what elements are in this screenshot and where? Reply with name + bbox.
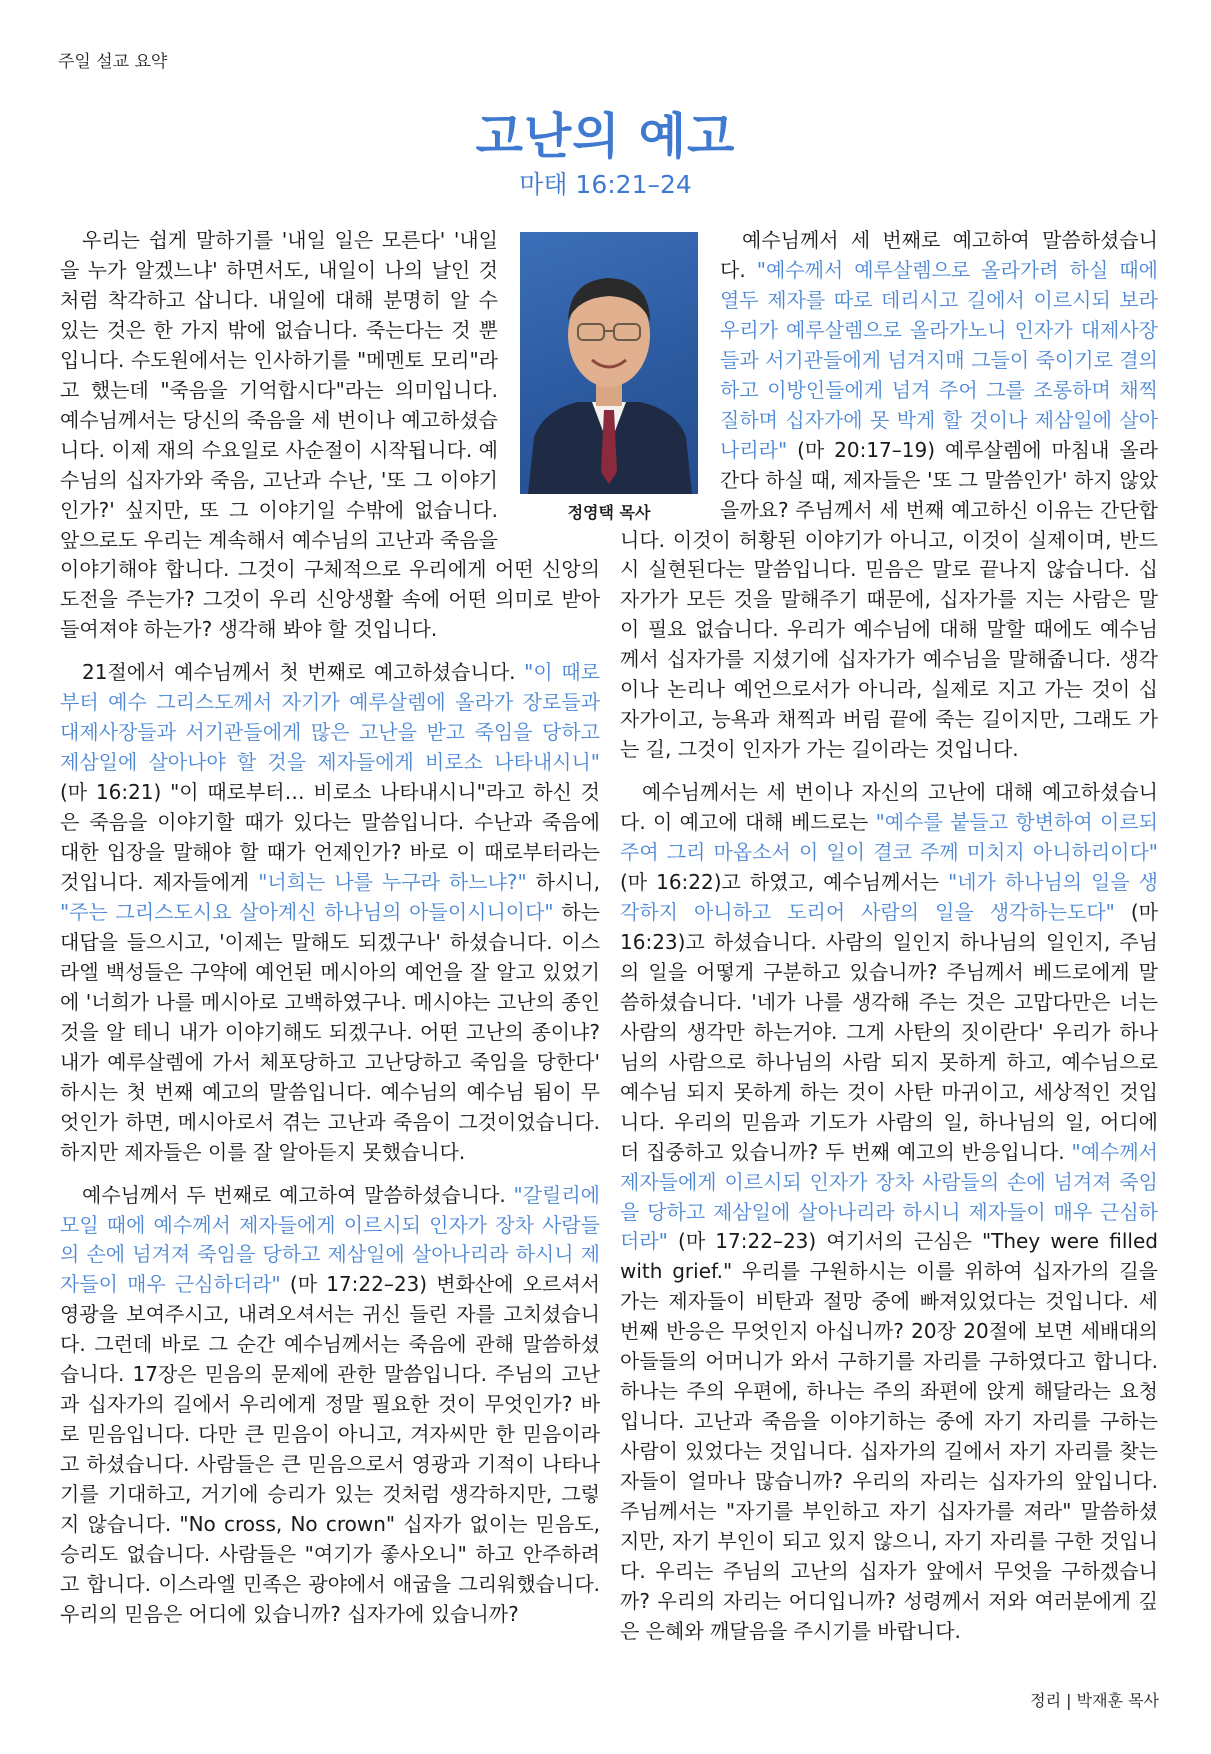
left-column <box>60 226 600 1643</box>
left-paragraph-3: 예수님께서 두 번째로 예고하여 말씀하셨습니다. "갈릴리에 모일 때에 예수께서 제자들에게 이르시되 인자가 장차 사람들의 손에 넘겨져 죽임을 당하고 제삼일에 살아나리라 하시니 제자들이 매우 근심하더라" (마 17:22–23) 변화산에 오르셔서 영광을 보여주시고, 내려오셔서는 귀신 들린 자를 고치셨습니다. 그런데 바로 그 순간 예수님께서는 죽음에 관해 말씀하셨습니다. 17장은 믿음의 문제에 관한 말씀입니다. 주님의 고난과 십자가의 길에서 우리에게 정말 필요한 것이 무엇인가? 바로 믿음입니다. 다만 큰 믿음이 아니고, 겨자씨만 한 믿음이라고 하셨습니다. 사람들은 큰 믿음으로서 영광과 기적이 나타나기를 기대하고, 거기에 승리가 있는 것처럼 생각하지만, 그렇지 않습니다. "No cross, No crown" 십자가 없이는 믿음도, 승리도 없습니다. 사람들은 "여기가 좋사오니" 하고 안주하려고 합니다. 이스라엘 민족은 광야에서 애굽을 그리워했습니다. 우리의 믿음은 어디에 있습니까? 십자가에 있습니까? <box>60 1182 600 1626</box>
scripture-quote: "이 때로부터 예수 그리스도께서 자기가 예루살렘에 올라가 장로들과 대제사장들과 서기관들에게 많은 고난을 받고 죽임을 당하고 제삼일에 살아나야 할 것을 제자들에게 비로소 나타내시니" <box>60 660 600 775</box>
right-column <box>620 226 1158 1660</box>
scripture-quote: "예수를 붙들고 항변하여 이르되 주여 그리 마옵소서 이 일이 결코 주께 미치지 아니하리이다" <box>620 810 1158 865</box>
preacher-caption: 정영택 목사 <box>567 503 651 522</box>
scripture-quote: "네가 하나님의 일을 생각하지 아니하고 도리어 사람의 일을 생각하는도다" <box>620 870 1158 924</box>
scripture-quote: "예수께서 제자들에게 이르시되 인자가 장차 사람들의 손에 넘겨져 죽임을 당하고 제삼일에 살아나리라 하시니 제자들이 매우 근심하더라" <box>620 1139 1158 1254</box>
left-paragraph-2: 21절에서 예수님께서 첫 번째로 예고하셨습니다. "이 때로부터 예수 그리스도께서 자기가 예루살렘에 올라가 장로들과 대제사장들과 서기관들에게 많은 고난을 받고 죽임을 당하고 제삼일에 살아나야 할 것을 제자들에게 비로소 나타내시니" (마 16:21) "이 때로부터… 비로소 나타내시니"라고 하신 것은 죽음을 이야기할 때가 있다는 말씀입니다. 수난과 죽음에 대한 입장을 말해야 할 때가 언제인가? 바로 이 때로부터라는 것입니다. 제자들에게 "너희는 나를 누구라 하느냐?" 하시니, "주는 그리스도시요 살아계신 하나님의 아들이시니이다" 하는 대답을 들으시고, '이제는 말해도 되겠구나' 하셨습니다. 이스라엘 백성들은 구약에 예언된 메시아의 예언을 잘 알고 있었기에 '너희가 나를 메시아로 고백하였구나. 메시야는 고난의 종인 것을 알 테니 내가 이야기해도 되겠구나. 어떤 고난의 종이냐? 내가 예루살렘에 가서 체포당하고 고난당하고 죽임을 당한다' 하시는 첫 번째 예고의 말씀입니다. 예수님의 예수님 됨이 무엇인가 하면, 메시아로서 겪는 고난과 죽음이 그것이었습니다. 하지만 제자들은 이를 잘 알아듣지 못했습니다. <box>60 660 600 1164</box>
left-paragraph-1: 우리는 쉽게 말하기를 '내일 일은 모른다' '내일을 누가 알겠느냐' 하면서도, 내일이 나의 날인 것처럼 착각하고 삽니다. 내일에 대해 분명히 알 수 있는 것은 한 가지 밖에 없습니다. 죽는다는 것 뿐입니다. 수도원에서는 인사하기를 "메멘토 모리"라고 했는데 "죽음을 기억합시다"라는 의미입니다. 예수님께서는 당신의 죽음을 세 번이나 예고하셨습니다. 이제 재의 수요일로 사순절이 시작됩니다. 예수님의 십자가와 죽음, 고난과 수난, '또 그 이야기인가?' 싶지만, 또 그 이야기일 수밖에 없습니다. 앞으로도 우리는 계속해서 예수님의 고난과 죽음을 이야기해야 합니다. 그것이 구체적으로 우리에게 어떤 신앙의 도전을 주는가? 그것이 우리 신앙생활 속에 어떤 의미로 받아들여져야 하는가? 생각해 봐야 할 것입니다. <box>60 228 600 642</box>
scripture-reference: 마태 16:21–24 <box>519 170 692 199</box>
sermon-title: 고난의 예고 <box>475 108 736 165</box>
scripture-quote: "너희는 나를 누구라 하느냐?" <box>258 870 527 895</box>
scripture-quote: "갈릴리에 모일 때에 예수께서 제자들에게 이르시되 인자가 장차 사람들의 손에 넘겨져 죽임을 당하고 제삼일에 살아나리라 하시니 제자들이 매우 근심하더라" <box>60 1182 600 1297</box>
scripture-quote: "예수께서 예루살렘으로 올라가려 하실 때에 열두 제자를 따로 데리시고 길에서 이르시되 보라 우리가 예루살렘으로 올라가노니 인자가 대제사장들과 서기관들에게 넘겨지매 그들이 죽이기로 결의하고 이방인들에게 넘겨 주어 그를 조롱하며 채찍질하며 십자가에 못 박게 할 것이나 제삼일에 살아나리라" <box>720 257 1158 462</box>
right-paragraph-2: 예수님께서는 세 번이나 자신의 고난에 대해 예고하셨습니다. 이 예고에 대해 베드로는 "예수를 붙들고 항변하여 이르되 주여 그리 마옵소서 이 일이 결코 주께 미치지 아니하리이다" (마 16:22)고 하였고, 예수님께서는 "네가 하나님의 일을 생각하지 아니하고 도리어 사람의 일을 생각하는도다" (마 16:23)고 하셨습니다. 사람의 일인지 하나님의 일인지, 주님의 일을 어떻게 구분하고 있습니까? 주님께서 베드로에게 말씀하셨습니다. '네가 나를 생각해 주는 것은 고맙다만은 너는 사람의 생각만 하는거야. 그게 사탄의 짓이란다' 우리가 하나님의 사람으로 하나님의 사람 되지 못하게 하고, 예수님으로 예수님 되지 못하게 하는 것이 사탄 마귀이고, 세상적인 것입니다. 우리의 믿음과 기도가 사람의 일, 하나님의 일, 어디에 더 집중하고 있습니까? 두 번째 예고의 반응입니다. "예수께서 제자들에게 이르시되 인자가 장차 사람들의 손에 넘겨져 죽임을 당하고 제삼일에 살아나리라 하시니 제자들이 매우 근심하더라" (마 17:22–23) 여기서의 근심은 "They were filled with grief." 우리를 구원하시는 이를 위하여 십자가의 길을 가는 제자들이 비탄과 절망 중에 빠져있었다는 것입니다. 세 번째 반응은 무엇인지 아십니까? 20장 20절에 보면 세배대의 아들들의 어머니가 와서 구하기를 자리를 구하였다고 합니다. 하나는 주의 우편에, 하나는 주의 좌편에 앉게 해달라는 요청입니다. 고난과 죽음을 이야기하는 중에 자기 자리를 구하는 사람이 있었다는 것입니다. 십자가의 길에서 자기 자리를 찾는 자들이 얼마나 많습니까? 우리의 자리는 십자가의 앞입니다. 주님께서는 "자기를 부인하고 자기 십자가를 져라" 말씀하셨지만, 자기 부인이 되고 있지 않으니, 자기 자리를 구한 것입니다. 우리는 주님의 고난의 십자가 앞에서 무엇을 구하겠습니까? 우리의 자리는 어디입니까? 성령께서 저와 여러분에게 깊은 은혜와 깨달음을 주시기를 바랍니다. <box>620 780 1158 1643</box>
editor-credit: 정리 | 박재훈 목사 <box>1030 1691 1159 1710</box>
section-label: 주일 설교 요약 <box>58 52 168 72</box>
right-paragraph-1: 예수님께서 세 번째로 예고하여 말씀하셨습니다. "예수께서 예루살렘으로 올라가려 하실 때에 열두 제자를 따로 데리시고 길에서 이르시되 보라 우리가 예루살렘으로 올라가노니 인자가 대제사장들과 서기관들에게 넘겨지매 그들이 죽이기로 결의하고 이방인들에게 넘겨 주어 그를 조롱하며 채찍질하며 십자가에 못 박게 할 것이나 제삼일에 살아나리라" (마 20:17–19) 예루살렘에 마침내 올라간다 하실 때, 제자들은 '또 그 말씀인가' 하지 않았을까요? 주님께서 세 번째 예고하신 이유는 간단합니다. 이것이 허황된 이야기가 아니고, 이것이 실제이며, 반드시 실현된다는 말씀입니다. 믿음은 말로 끝나지 않습니다. 십자가가 모든 것을 말해주기 때문에, 십자가를 지는 사람은 말이 필요 없습니다. 우리가 예수님에 대해 말할 때에도 예수님께서 십자가를 지셨기에 십자가가 예수님을 말해줍니다. 생각이나 논리나 예언으로서가 아니라, 실제로 지고 가는 것이 십자가이고, 능욕과 채찍과 버림 끝에 죽는 길이지만, 그래도 가는 길, 그것이 인자가 가는 길이라는 것입니다. <box>620 228 1158 762</box>
scripture-quote: "주는 그리스도시요 살아계신 하나님의 아들이시니이다" <box>60 899 554 924</box>
